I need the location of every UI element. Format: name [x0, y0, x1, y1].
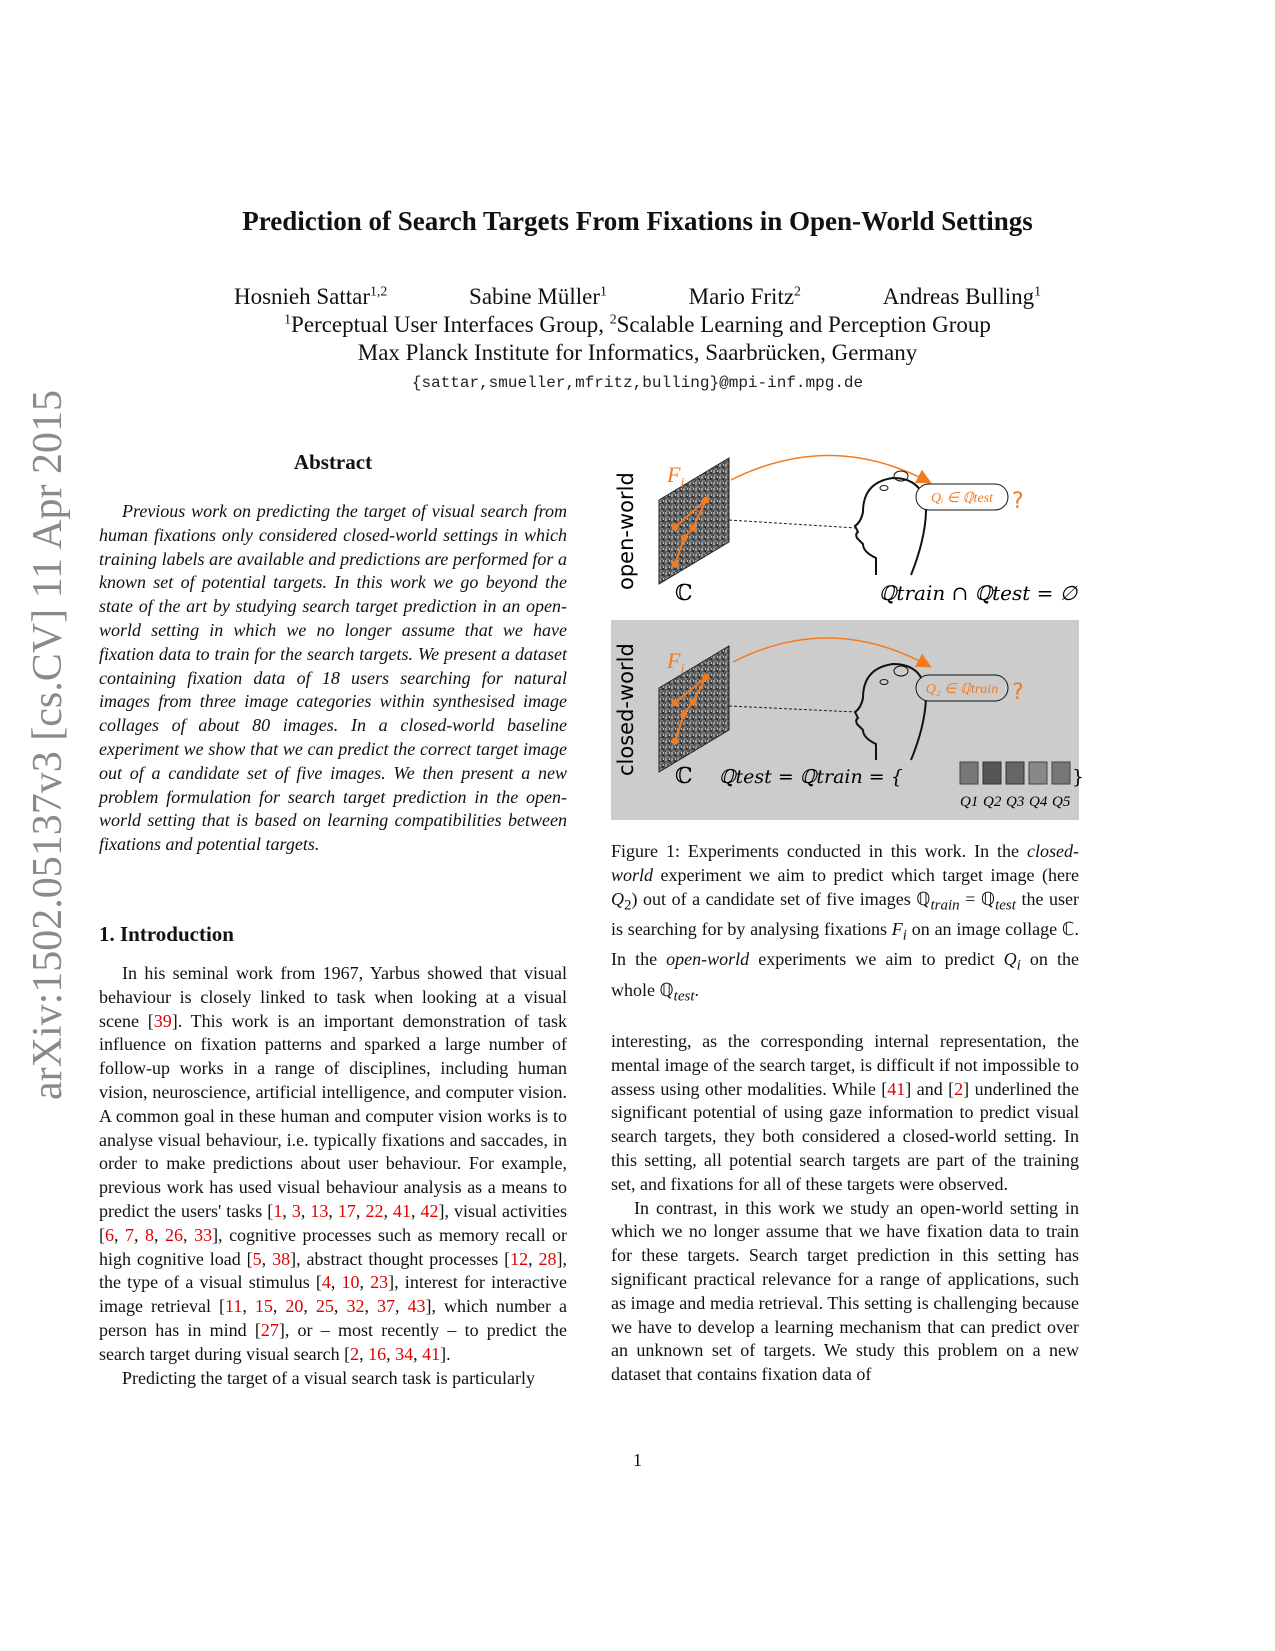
citation-link[interactable]: 8: [145, 1224, 155, 1245]
intro-heading: 1. Introduction: [99, 922, 234, 946]
caption-text: experiments we aim to predict: [749, 949, 1004, 970]
caption-math-sub: 2: [624, 897, 632, 914]
author: [883, 284, 1041, 310]
candidate-labels: [960, 794, 1071, 810]
intro-paragraph-2: Predicting the target of a visual search task is particularly: [122, 1367, 536, 1388]
caption-text: experiment we aim to predict which target image (here: [653, 864, 1079, 885]
figure-caption: [611, 840, 1079, 1009]
citation-link[interactable]: 26: [165, 1224, 184, 1245]
abstract-heading: Abstract: [293, 450, 373, 474]
open-thought-text: Qᵢ ∈ ℚtest: [931, 491, 993, 506]
citation-link[interactable]: 42: [420, 1200, 439, 1221]
open-world-label: open-world: [614, 472, 638, 590]
citation-link[interactable]: 27: [260, 1319, 279, 1340]
figure-diagram: [611, 440, 1085, 820]
caption-text: ) out of a candidate set of five images: [631, 888, 917, 909]
author-affil: 1: [599, 283, 607, 299]
arxiv-stamp: arXiv:1502.05137v3 [cs.CV] 11 Apr 2015: [25, 389, 71, 1100]
caption-math: ℚ: [916, 888, 931, 909]
author: [234, 284, 387, 310]
citation-link[interactable]: 20: [285, 1296, 304, 1317]
citation-link[interactable]: 34: [395, 1343, 414, 1364]
affil-group-1: Perceptual User Interfaces Group,: [291, 312, 610, 337]
intro-paragraph-1: In his seminal work from 1967, Yarbus showed that visual behaviour is closely linked to task when looking at a visual scene [39]. This work is an important demonstration of task influence on fixation patterns and sparked a large number of follow-up works in a range of disciplines, including human vision, neuroscience, artificial intelligence, and computer vision. A common goal in these human and computer vision works is to analyse visual behaviour, i.e. typically fixations and saccades, in order to make predictions about user behaviour. For example, previous work has used visual behaviour analysis as a means to predict the users' tasks [1, 3, 13, 17, 22, 41, 42], visual activities [6, 7, 8, 26, 33], cognitive processes such as memory recall or high cognitive load [5, 38], abstract thought processes [12, 28], the type of a visual stimulus [4, 10, 23], interest for interactive image retrieval [11, 15, 20, 25, 32, 37, 43], which number a person has in mind [27], or – most recently – to predict the search target during visual search [2, 16, 34, 41].: [99, 963, 568, 1364]
candidate-face-3: [1006, 762, 1024, 784]
affil-group-2: Scalable Learning and Perception Group: [616, 312, 991, 337]
closed-world-equation-left: ℚtest = ℚtrain = {: [719, 766, 903, 788]
head-icon: [855, 478, 926, 575]
question-mark: ?: [1012, 489, 1024, 514]
citation-link[interactable]: 15: [254, 1296, 273, 1317]
author-name: Mario Fritz: [688, 284, 795, 309]
intro-text: [99, 962, 567, 1390]
candidate-label: Q1: [960, 794, 979, 810]
closed-world-equation-right: }: [1072, 766, 1085, 788]
citation-link[interactable]: 11: [224, 1296, 243, 1317]
candidate-label: Q3: [1006, 794, 1025, 810]
candidate-label: Q2: [983, 794, 1002, 810]
caption-text: on the whole: [611, 949, 1079, 1000]
caption-math-sub: test: [673, 988, 695, 1005]
candidate-face-4: [1029, 762, 1047, 784]
citation-link[interactable]: 10: [341, 1272, 360, 1293]
collage-symbol: ℂ: [675, 581, 693, 606]
caption-text: =: [959, 888, 981, 909]
author-name: Andreas Bulling: [882, 284, 1035, 309]
right-paragraph-1: interesting, as the corresponding internal representation, the mental image of the search target, is difficult if not impossible to assess using other modalities. While [41] and [2] underlined the significant potential of using gaze information to predict visual search targets, they both considered a closed-world setting. In this setting, all potential search targets are part of the training set, and fixations for all of these targets were observed.: [611, 1031, 1079, 1194]
citation-link[interactable]: 43: [407, 1296, 426, 1317]
abstract-text: [99, 500, 567, 857]
candidate-face-5: [1052, 762, 1070, 784]
collage-symbol: ℂ: [675, 764, 693, 789]
affil-mark-1: 1: [284, 311, 292, 327]
paper-title: Prediction of Search Targets From Fixations in Open-World Settings: [242, 206, 1033, 236]
author-affil: 2: [794, 283, 801, 299]
citation-link[interactable]: 25: [315, 1296, 334, 1317]
caption-math-sub: test: [995, 897, 1016, 914]
caption-text: the user is searching for by analysing fixations: [611, 888, 1079, 939]
citation-link[interactable]: 32: [346, 1296, 365, 1317]
candidate-faces: [960, 762, 1070, 784]
candidate-label: Q5: [1052, 794, 1071, 810]
candidate-face-1: [960, 762, 978, 784]
citation-link[interactable]: 39: [153, 1010, 172, 1031]
caption-math: F: [891, 918, 903, 939]
caption-text: on an image collage ℂ. In the: [611, 918, 1079, 970]
author: [469, 284, 607, 310]
citation-link[interactable]: 41: [422, 1343, 441, 1364]
citation-link[interactable]: 33: [194, 1224, 213, 1245]
citation-link[interactable]: 16: [368, 1343, 387, 1364]
author-list: [0, 284, 1275, 310]
affil-mark-2: 2: [609, 311, 617, 327]
affiliation-institute: Max Planck Institute for Informatics, Saarbrücken, Germany: [357, 340, 918, 365]
candidate-label: Q4: [1029, 794, 1048, 810]
author-name: Hosnieh Sattar: [233, 284, 371, 309]
author-affil: 1,2: [370, 283, 388, 299]
citation-link[interactable]: 5: [252, 1248, 262, 1269]
question-mark: ?: [1012, 680, 1024, 705]
citation-link[interactable]: 37: [376, 1296, 395, 1317]
citation-link[interactable]: 28: [538, 1248, 557, 1269]
caption-math-sub: i: [1016, 957, 1021, 974]
thought-dot-small: [880, 486, 888, 491]
citation-link[interactable]: 6: [105, 1224, 114, 1245]
fixations-label: $F_i$: [667, 462, 685, 491]
citation-link[interactable]: 41: [887, 1078, 906, 1099]
caption-text: Figure 1: Experiments conducted in this work. In the: [611, 841, 1028, 861]
caption-math: Q: [1003, 949, 1017, 970]
figure-1: [611, 440, 1085, 820]
citation-link[interactable]: 12: [510, 1248, 529, 1269]
gaze-line: [729, 520, 856, 528]
author-affil: 1: [1034, 283, 1042, 299]
caption-math: ℚ: [980, 888, 996, 909]
caption-math: Q: [611, 888, 624, 909]
author: [689, 284, 801, 310]
closed-world-label: closed-world: [614, 643, 638, 776]
author-emails[interactable]: {sattar,smueller,mfritz,bulling}@mpi-inf.mpg.de: [411, 374, 864, 392]
fixations-label: $F_i$: [667, 648, 685, 677]
citation-link[interactable]: 7: [125, 1224, 135, 1245]
open-world-equation: ℚtrain ∩ ℚtest = ∅: [879, 581, 1078, 605]
abstract-paragraph: Previous work on predicting the target of visual search from human fixations only considered closed-world settings in which training labels are available and predictions are performed for a known set of potential targets. In this work we go beyond the state of the art by studying search target prediction in an open-world setting in which we no longer assume that we have fixation data to train for the search targets. We present a dataset containing fixation data of 18 users searching for natural images from three image categories within synthesised image collages of about 80 images. In a closed-world baseline experiment we show that we can predict the correct target image out of a candidate set of five images. We then present a new problem formulation for search target prediction in the open-world setting that is based on learning compatibilities between fixations and potential targets.: [99, 501, 567, 855]
citation-link[interactable]: 17: [337, 1200, 356, 1221]
citation-link[interactable]: 23: [370, 1272, 389, 1293]
citation-link[interactable]: 3: [291, 1200, 301, 1221]
citation-link[interactable]: 41: [392, 1200, 411, 1221]
citation-link[interactable]: 2: [954, 1078, 964, 1099]
right-paragraph-2: In contrast, in this work we study an open-world setting in which we no longer assume that we have fixation data to train for these targets. Search target prediction in this setting has significant practical relevance for a range of applications, such as image and media retrieval. This setting is challenging because we have to develop a learning mechanism that can predict over an unknown set of targets. We study this problem on a new dataset that contains fixation data of: [611, 1197, 1079, 1385]
candidate-face-2: [983, 762, 1001, 784]
right-column-body: [611, 1030, 1079, 1387]
caption-math-sub: train: [930, 897, 960, 914]
caption-math-sub: i: [902, 927, 907, 944]
caption-math: ℚ: [659, 979, 674, 1000]
caption-text: .: [694, 979, 700, 1000]
citation-link[interactable]: 22: [365, 1200, 384, 1221]
author-name: Sabine Müller: [469, 284, 600, 309]
citation-link[interactable]: 1: [273, 1200, 283, 1221]
page-number: 1: [633, 1450, 642, 1470]
citation-link[interactable]: 13: [310, 1200, 329, 1221]
citation-link[interactable]: 2: [350, 1343, 360, 1364]
caption-emphasis: open-world: [666, 949, 750, 970]
caption-emphasis: closed-world: [611, 841, 1079, 885]
citation-link[interactable]: 4: [321, 1272, 331, 1293]
affiliation-groups: [0, 312, 1275, 338]
closed-thought-text: Q₂ ∈ ℚtrain: [925, 682, 999, 697]
citation-link[interactable]: 38: [272, 1248, 291, 1269]
